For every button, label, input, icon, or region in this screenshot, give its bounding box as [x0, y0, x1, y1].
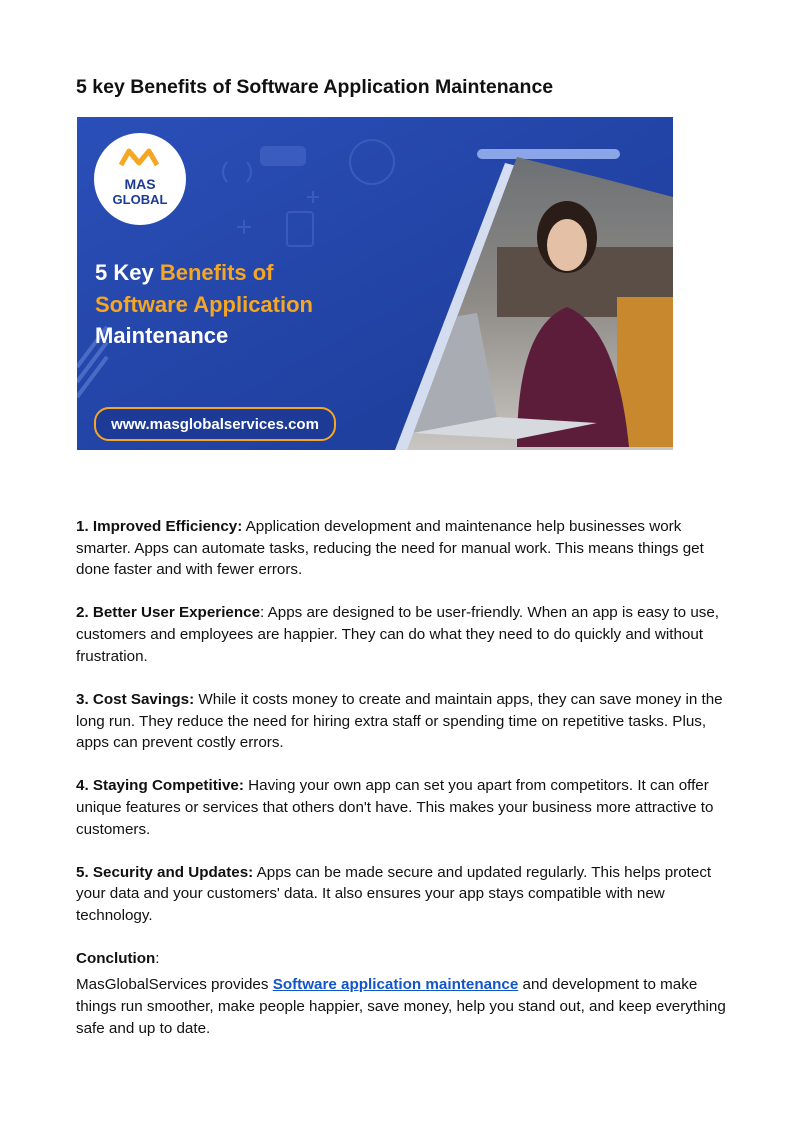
page-title: 5 key Benefits of Software Application Maintenance — [76, 76, 554, 98]
banner-website: www.masglobalservices.com — [111, 416, 319, 433]
banner-headline-line1 — [95, 260, 274, 285]
benefit-item — [76, 689, 726, 754]
banner-headline-line2: Software Application — [95, 292, 313, 317]
benefit-text: Application development and maintenance help businesses work smarter. Apps can automate tasks, reducing the need for manual work. This means things get done faster and with fewer errors. — [76, 518, 704, 579]
banner-headline-part2: Benefits of — [159, 260, 274, 285]
banner-headline-line3: Maintenance — [95, 323, 229, 348]
conclusion-text-before: MasGlobalServices provides — [76, 976, 273, 994]
benefit-text: : Apps are designed to be user-friendly. When an app is easy to use, customers and employees are happier. They can do what they need to do quickly and without frustration. — [76, 604, 720, 665]
conclusion-text-after: and development to make things run smoother, make people happier, save money, help you stand out, and keep everything safe and up to date. — [76, 976, 726, 1037]
benefit-heading: 1. Improved Efficiency: — [76, 518, 243, 535]
banner-image — [77, 117, 673, 450]
conclusion-paragraph — [76, 974, 726, 1039]
benefit-heading: 5. Security and Updates: — [76, 863, 254, 881]
benefit-item — [76, 602, 726, 667]
logo-text-global: GLOBAL — [112, 192, 168, 207]
conclusion-heading-suffix: : — [155, 950, 160, 968]
conclusion-heading — [76, 948, 726, 970]
software-maintenance-link[interactable]: Software application maintenance — [272, 976, 519, 994]
benefit-item — [76, 862, 726, 927]
benefit-text: Apps can be made secure and updated regularly. This helps protect your data and your customers' data. It also ensures your app stays compatible with new technology. — [76, 863, 712, 925]
benefit-item — [76, 775, 726, 840]
logo-text-mas: MAS — [124, 176, 156, 192]
benefit-heading: 3. Cost Savings: — [76, 690, 195, 708]
benefit-text: While it costs money to create and maintain apps, they can save money in the long run. They reduce the need for hiring extra staff or spending time on repetitive tasks. Plus, apps can prevent costly errors. — [76, 690, 723, 752]
banner-headline-part1: 5 Key — [95, 260, 160, 285]
article-body — [76, 516, 726, 1039]
benefit-text: Having your own app can set you apart from competitors. It can offer unique features or services that others don't have. This makes your business more attractive to customers. — [76, 777, 714, 838]
conclusion-heading-text: Conclution — [76, 950, 156, 968]
benefit-heading: 4. Staying Competitive: — [76, 777, 244, 795]
benefit-heading: 2. Better User Experience — [76, 604, 261, 622]
benefit-item — [76, 516, 726, 581]
